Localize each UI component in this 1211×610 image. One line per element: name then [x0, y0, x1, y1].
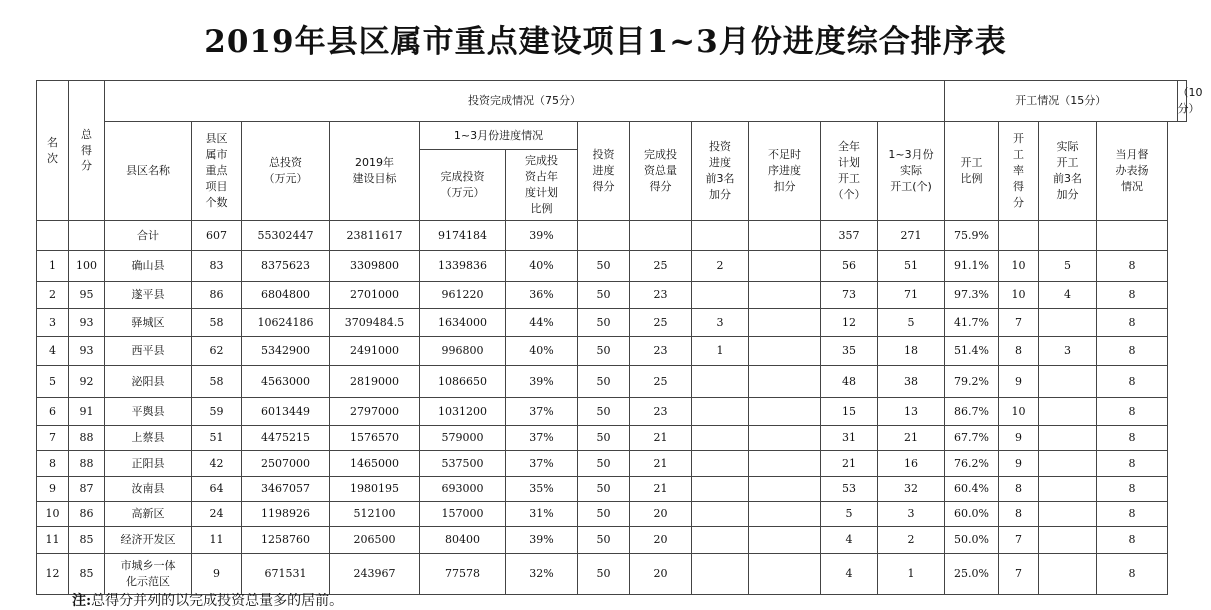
cell-actual-start: 13 — [878, 398, 945, 426]
cell-supervise: 8 — [1097, 366, 1168, 398]
cell-county: 西平县 — [105, 337, 192, 366]
cell-score: 87 — [69, 477, 105, 502]
cell-completed-invest: 961220 — [420, 282, 506, 309]
cell-start-score: 7 — [999, 527, 1039, 554]
table-row — [37, 477, 1187, 502]
cell-county: 市城乡一体 化示范区 — [105, 554, 192, 595]
cell-volume-score: 25 — [630, 366, 692, 398]
cell-completed-invest: 579000 — [420, 426, 506, 451]
cell-start-bonus — [1039, 398, 1097, 426]
cell-volume-score: 25 — [630, 251, 692, 282]
summary-volume-score — [630, 221, 692, 251]
table-row — [37, 251, 1187, 282]
cell-completed-invest: 1086650 — [420, 366, 506, 398]
cell-project-count: 62 — [192, 337, 242, 366]
cell-progress-score: 50 — [578, 477, 630, 502]
cell-target-2019: 2701000 — [330, 282, 420, 309]
cell-start-score: 10 — [999, 398, 1039, 426]
cell-completed-invest: 1339836 — [420, 251, 506, 282]
cell-planned-start: 5 — [821, 502, 878, 527]
cell-target-2019: 2797000 — [330, 398, 420, 426]
cell-top3-bonus — [692, 398, 749, 426]
summary-total-invest: 55302447 — [242, 221, 330, 251]
cell-total-invest: 2507000 — [242, 451, 330, 477]
summary-row — [37, 221, 1187, 251]
cell-score: 93 — [69, 337, 105, 366]
cell-project-count: 58 — [192, 309, 242, 337]
cell-start-ratio: 60.4% — [945, 477, 999, 502]
cell-planned-start: 21 — [821, 451, 878, 477]
cell-county: 正阳县 — [105, 451, 192, 477]
footnote — [72, 590, 343, 610]
cell-actual-start: 16 — [878, 451, 945, 477]
header-supervise: 当月督 办表扬 情况 — [1097, 122, 1168, 221]
cell-supervise: 8 — [1097, 309, 1168, 337]
cell-completed-invest: 1634000 — [420, 309, 506, 337]
header-start-score: 开 工 率 得 分 — [999, 122, 1039, 221]
cell-total-invest: 4475215 — [242, 426, 330, 451]
summary-actual-start: 271 — [878, 221, 945, 251]
cell-rank: 3 — [37, 309, 69, 337]
cell-rank: 4 — [37, 337, 69, 366]
cell-start-ratio: 25.0% — [945, 554, 999, 595]
cell-score: 100 — [69, 251, 105, 282]
cell-project-count: 86 — [192, 282, 242, 309]
cell-start-bonus — [1039, 554, 1097, 595]
cell-start-score: 9 — [999, 366, 1039, 398]
header-completed-invest: 完成投资 （万元） — [420, 150, 506, 221]
cell-deduct — [749, 309, 821, 337]
cell-planned-start: 12 — [821, 309, 878, 337]
cell-deduct — [749, 527, 821, 554]
cell-top3-bonus — [692, 426, 749, 451]
cell-start-bonus — [1039, 451, 1097, 477]
cell-actual-start: 71 — [878, 282, 945, 309]
header-score: 总 得 分 — [69, 81, 105, 221]
cell-rank: 1 — [37, 251, 69, 282]
cell-top3-bonus — [692, 527, 749, 554]
cell-top3-bonus: 2 — [692, 251, 749, 282]
cell-planned-start: 4 — [821, 527, 878, 554]
cell-start-score: 10 — [999, 282, 1039, 309]
cell-county: 驿城区 — [105, 309, 192, 337]
cell-actual-start: 2 — [878, 527, 945, 554]
table-row — [37, 451, 1187, 477]
cell-total-invest: 3467057 — [242, 477, 330, 502]
cell-project-count: 58 — [192, 366, 242, 398]
cell-actual-start: 5 — [878, 309, 945, 337]
cell-project-count: 9 — [192, 554, 242, 595]
cell-county: 确山县 — [105, 251, 192, 282]
cell-actual-start: 3 — [878, 502, 945, 527]
cell-volume-score: 21 — [630, 426, 692, 451]
cell-start-bonus — [1039, 309, 1097, 337]
cell-project-count: 59 — [192, 398, 242, 426]
table-row — [37, 309, 1187, 337]
cell-target-2019: 2819000 — [330, 366, 420, 398]
cell-deduct — [749, 251, 821, 282]
cell-supervise: 8 — [1097, 554, 1168, 595]
footnote-label: 注: — [72, 593, 92, 609]
cell-project-count: 24 — [192, 502, 242, 527]
summary-top3 — [692, 221, 749, 251]
cell-county: 遂平县 — [105, 282, 192, 309]
cell-ratio: 31% — [506, 502, 578, 527]
cell-total-invest: 10624186 — [242, 309, 330, 337]
cell-completed-invest: 80400 — [420, 527, 506, 554]
cell-actual-start: 38 — [878, 366, 945, 398]
progress-ranking-table — [36, 80, 1203, 595]
cell-deduct — [749, 554, 821, 595]
cell-actual-start: 21 — [878, 426, 945, 451]
cell-supervise: 8 — [1097, 282, 1168, 309]
cell-deduct — [749, 337, 821, 366]
cell-completed-invest: 77578 — [420, 554, 506, 595]
cell-total-invest: 6013449 — [242, 398, 330, 426]
cell-score: 92 — [69, 366, 105, 398]
cell-score: 93 — [69, 309, 105, 337]
summary-project-count: 607 — [192, 221, 242, 251]
cell-actual-start: 32 — [878, 477, 945, 502]
cell-volume-score: 23 — [630, 282, 692, 309]
cell-supervise: 8 — [1097, 477, 1168, 502]
cell-start-ratio: 50.0% — [945, 527, 999, 554]
cell-county: 汝南县 — [105, 477, 192, 502]
header-project-count: 县区 属市 重点 项目 个数 — [192, 122, 242, 221]
cell-total-invest: 4563000 — [242, 366, 330, 398]
footnote-text: 总得分并列的以完成投资总量多的居前。 — [91, 593, 344, 609]
cell-ratio: 40% — [506, 251, 578, 282]
summary-rank — [37, 221, 69, 251]
cell-start-score: 9 — [999, 426, 1039, 451]
header-deduct: 不足时 序进度 扣分 — [749, 122, 821, 221]
table-row — [37, 527, 1187, 554]
summary-supervise — [1097, 221, 1168, 251]
cell-progress-score: 50 — [578, 282, 630, 309]
cell-score: 86 — [69, 502, 105, 527]
cell-start-ratio: 60.0% — [945, 502, 999, 527]
cell-deduct — [749, 398, 821, 426]
cell-rank: 2 — [37, 282, 69, 309]
cell-county: 平舆县 — [105, 398, 192, 426]
cell-ratio: 44% — [506, 309, 578, 337]
table-row — [37, 554, 1187, 595]
summary-ratio: 39% — [506, 221, 578, 251]
cell-start-bonus — [1039, 502, 1097, 527]
table-row — [37, 398, 1187, 426]
cell-rank: 7 — [37, 426, 69, 451]
cell-project-count: 42 — [192, 451, 242, 477]
cell-deduct — [749, 366, 821, 398]
cell-start-score: 8 — [999, 477, 1039, 502]
cell-rank: 6 — [37, 398, 69, 426]
cell-start-score: 7 — [999, 554, 1039, 595]
cell-planned-start: 53 — [821, 477, 878, 502]
header-start-ratio: 开工 比例 — [945, 122, 999, 221]
cell-progress-score: 50 — [578, 309, 630, 337]
header-ratio: 完成投 资占年 度计划 比例 — [506, 150, 578, 221]
cell-target-2019: 1576570 — [330, 426, 420, 451]
cell-supervise: 8 — [1097, 451, 1168, 477]
cell-county: 泌阳县 — [105, 366, 192, 398]
cell-start-ratio: 91.1% — [945, 251, 999, 282]
cell-start-bonus: 4 — [1039, 282, 1097, 309]
cell-planned-start: 48 — [821, 366, 878, 398]
cell-score: 88 — [69, 426, 105, 451]
cell-ratio: 37% — [506, 426, 578, 451]
summary-target-2019: 23811617 — [330, 221, 420, 251]
cell-start-ratio: 79.2% — [945, 366, 999, 398]
cell-completed-invest: 537500 — [420, 451, 506, 477]
header-planned-start: 全年 计划 开工 （个） — [821, 122, 878, 221]
cell-target-2019: 3309800 — [330, 251, 420, 282]
cell-completed-invest: 693000 — [420, 477, 506, 502]
cell-ratio: 39% — [506, 366, 578, 398]
cell-planned-start: 73 — [821, 282, 878, 309]
cell-target-2019: 206500 — [330, 527, 420, 554]
cell-county: 经济开发区 — [105, 527, 192, 554]
summary-planned-start: 357 — [821, 221, 878, 251]
header-rank: 名 次 — [37, 81, 69, 221]
header-volume-score: 完成投 资总量 得分 — [630, 122, 692, 221]
header-target-2019: 2019年 建设目标 — [330, 122, 420, 221]
summary-label: 合计 — [105, 221, 192, 251]
cell-actual-start: 18 — [878, 337, 945, 366]
cell-ratio: 40% — [506, 337, 578, 366]
cell-planned-start: 31 — [821, 426, 878, 451]
cell-target-2019: 512100 — [330, 502, 420, 527]
cell-top3-bonus — [692, 366, 749, 398]
cell-progress-score: 50 — [578, 426, 630, 451]
cell-county: 上蔡县 — [105, 426, 192, 451]
cell-start-score: 8 — [999, 502, 1039, 527]
cell-deduct — [749, 477, 821, 502]
summary-deduct — [749, 221, 821, 251]
header-invest-group: 投资完成情况（75分） — [105, 81, 945, 122]
cell-start-score: 10 — [999, 251, 1039, 282]
cell-target-2019: 2491000 — [330, 337, 420, 366]
table-row — [37, 282, 1187, 309]
cell-target-2019: 1980195 — [330, 477, 420, 502]
header-start-group: 开工情况（15分） — [945, 81, 1178, 122]
cell-planned-start: 4 — [821, 554, 878, 595]
cell-start-bonus — [1039, 426, 1097, 451]
cell-total-invest: 1198926 — [242, 502, 330, 527]
cell-volume-score: 21 — [630, 477, 692, 502]
header-total-invest: 总投资 （万元） — [242, 122, 330, 221]
cell-project-count: 51 — [192, 426, 242, 451]
cell-total-invest: 6804800 — [242, 282, 330, 309]
cell-planned-start: 35 — [821, 337, 878, 366]
cell-top3-bonus — [692, 282, 749, 309]
cell-target-2019: 3709484.5 — [330, 309, 420, 337]
cell-progress-score: 50 — [578, 502, 630, 527]
cell-planned-start: 15 — [821, 398, 878, 426]
cell-supervise: 8 — [1097, 337, 1168, 366]
cell-total-invest: 5342900 — [242, 337, 330, 366]
cell-start-bonus: 3 — [1039, 337, 1097, 366]
cell-start-bonus: 5 — [1039, 251, 1097, 282]
cell-supervise: 8 — [1097, 251, 1168, 282]
cell-supervise: 8 — [1097, 398, 1168, 426]
cell-progress-score: 50 — [578, 554, 630, 595]
cell-volume-score: 25 — [630, 309, 692, 337]
cell-volume-score: 23 — [630, 337, 692, 366]
cell-rank: 11 — [37, 527, 69, 554]
header-progress-group: 1~3月份进度情况 — [420, 122, 578, 150]
table-row — [37, 337, 1187, 366]
cell-volume-score: 23 — [630, 398, 692, 426]
header-start-bonus: 实际 开工 前3名 加分 — [1039, 122, 1097, 221]
cell-volume-score: 20 — [630, 502, 692, 527]
cell-start-ratio: 41.7% — [945, 309, 999, 337]
cell-rank: 8 — [37, 451, 69, 477]
cell-ratio: 35% — [506, 477, 578, 502]
cell-completed-invest: 1031200 — [420, 398, 506, 426]
cell-total-invest: 671531 — [242, 554, 330, 595]
cell-actual-start: 51 — [878, 251, 945, 282]
cell-volume-score: 20 — [630, 554, 692, 595]
header-county: 县区名称 — [105, 122, 192, 221]
cell-start-ratio: 51.4% — [945, 337, 999, 366]
cell-county: 高新区 — [105, 502, 192, 527]
cell-volume-score: 21 — [630, 451, 692, 477]
header-supervise-group: （10分） — [1177, 81, 1187, 122]
summary-completed-invest: 9174184 — [420, 221, 506, 251]
cell-deduct — [749, 426, 821, 451]
cell-top3-bonus — [692, 451, 749, 477]
cell-start-ratio: 67.7% — [945, 426, 999, 451]
cell-start-bonus — [1039, 366, 1097, 398]
cell-start-score: 9 — [999, 451, 1039, 477]
cell-deduct — [749, 451, 821, 477]
cell-start-ratio: 97.3% — [945, 282, 999, 309]
cell-start-score: 8 — [999, 337, 1039, 366]
cell-ratio: 32% — [506, 554, 578, 595]
cell-start-bonus — [1039, 477, 1097, 502]
cell-supervise: 8 — [1097, 426, 1168, 451]
cell-rank: 9 — [37, 477, 69, 502]
cell-rank: 10 — [37, 502, 69, 527]
cell-supervise: 8 — [1097, 502, 1168, 527]
summary-start-score — [999, 221, 1039, 251]
cell-start-bonus — [1039, 527, 1097, 554]
cell-top3-bonus — [692, 502, 749, 527]
cell-total-invest: 8375623 — [242, 251, 330, 282]
cell-ratio: 37% — [506, 398, 578, 426]
cell-project-count: 64 — [192, 477, 242, 502]
header-top3-bonus: 投资 进度 前3名 加分 — [692, 122, 749, 221]
cell-project-count: 83 — [192, 251, 242, 282]
cell-progress-score: 50 — [578, 337, 630, 366]
cell-target-2019: 1465000 — [330, 451, 420, 477]
table-row — [37, 502, 1187, 527]
page-title: 2019年县区属市重点建设项目1~3月份进度综合排序表 — [204, 24, 1007, 60]
cell-score: 91 — [69, 398, 105, 426]
cell-project-count: 11 — [192, 527, 242, 554]
cell-score: 85 — [69, 554, 105, 595]
cell-rank: 12 — [37, 554, 69, 595]
summary-start-bonus — [1039, 221, 1097, 251]
cell-top3-bonus: 3 — [692, 309, 749, 337]
cell-rank: 5 — [37, 366, 69, 398]
header-progress-score: 投资 进度 得分 — [578, 122, 630, 221]
cell-deduct — [749, 282, 821, 309]
cell-top3-bonus — [692, 554, 749, 595]
header-actual-start: 1~3月份 实际 开工(个) — [878, 122, 945, 221]
cell-ratio: 36% — [506, 282, 578, 309]
cell-score: 85 — [69, 527, 105, 554]
cell-score: 95 — [69, 282, 105, 309]
cell-progress-score: 50 — [578, 398, 630, 426]
cell-ratio: 37% — [506, 451, 578, 477]
cell-start-ratio: 86.7% — [945, 398, 999, 426]
cell-volume-score: 20 — [630, 527, 692, 554]
cell-ratio: 39% — [506, 527, 578, 554]
cell-start-ratio: 76.2% — [945, 451, 999, 477]
table-row — [37, 366, 1187, 398]
cell-deduct — [749, 502, 821, 527]
cell-progress-score: 50 — [578, 451, 630, 477]
cell-top3-bonus — [692, 477, 749, 502]
table-row — [37, 426, 1187, 451]
summary-start-ratio: 75.9% — [945, 221, 999, 251]
summary-progress-score — [578, 221, 630, 251]
cell-progress-score: 50 — [578, 527, 630, 554]
cell-actual-start: 1 — [878, 554, 945, 595]
cell-supervise: 8 — [1097, 527, 1168, 554]
cell-planned-start: 56 — [821, 251, 878, 282]
cell-total-invest: 1258760 — [242, 527, 330, 554]
cell-target-2019: 243967 — [330, 554, 420, 595]
cell-start-score: 7 — [999, 309, 1039, 337]
cell-completed-invest: 996800 — [420, 337, 506, 366]
cell-top3-bonus: 1 — [692, 337, 749, 366]
cell-completed-invest: 157000 — [420, 502, 506, 527]
cell-progress-score: 50 — [578, 366, 630, 398]
cell-score: 88 — [69, 451, 105, 477]
cell-progress-score: 50 — [578, 251, 630, 282]
summary-score — [69, 221, 105, 251]
